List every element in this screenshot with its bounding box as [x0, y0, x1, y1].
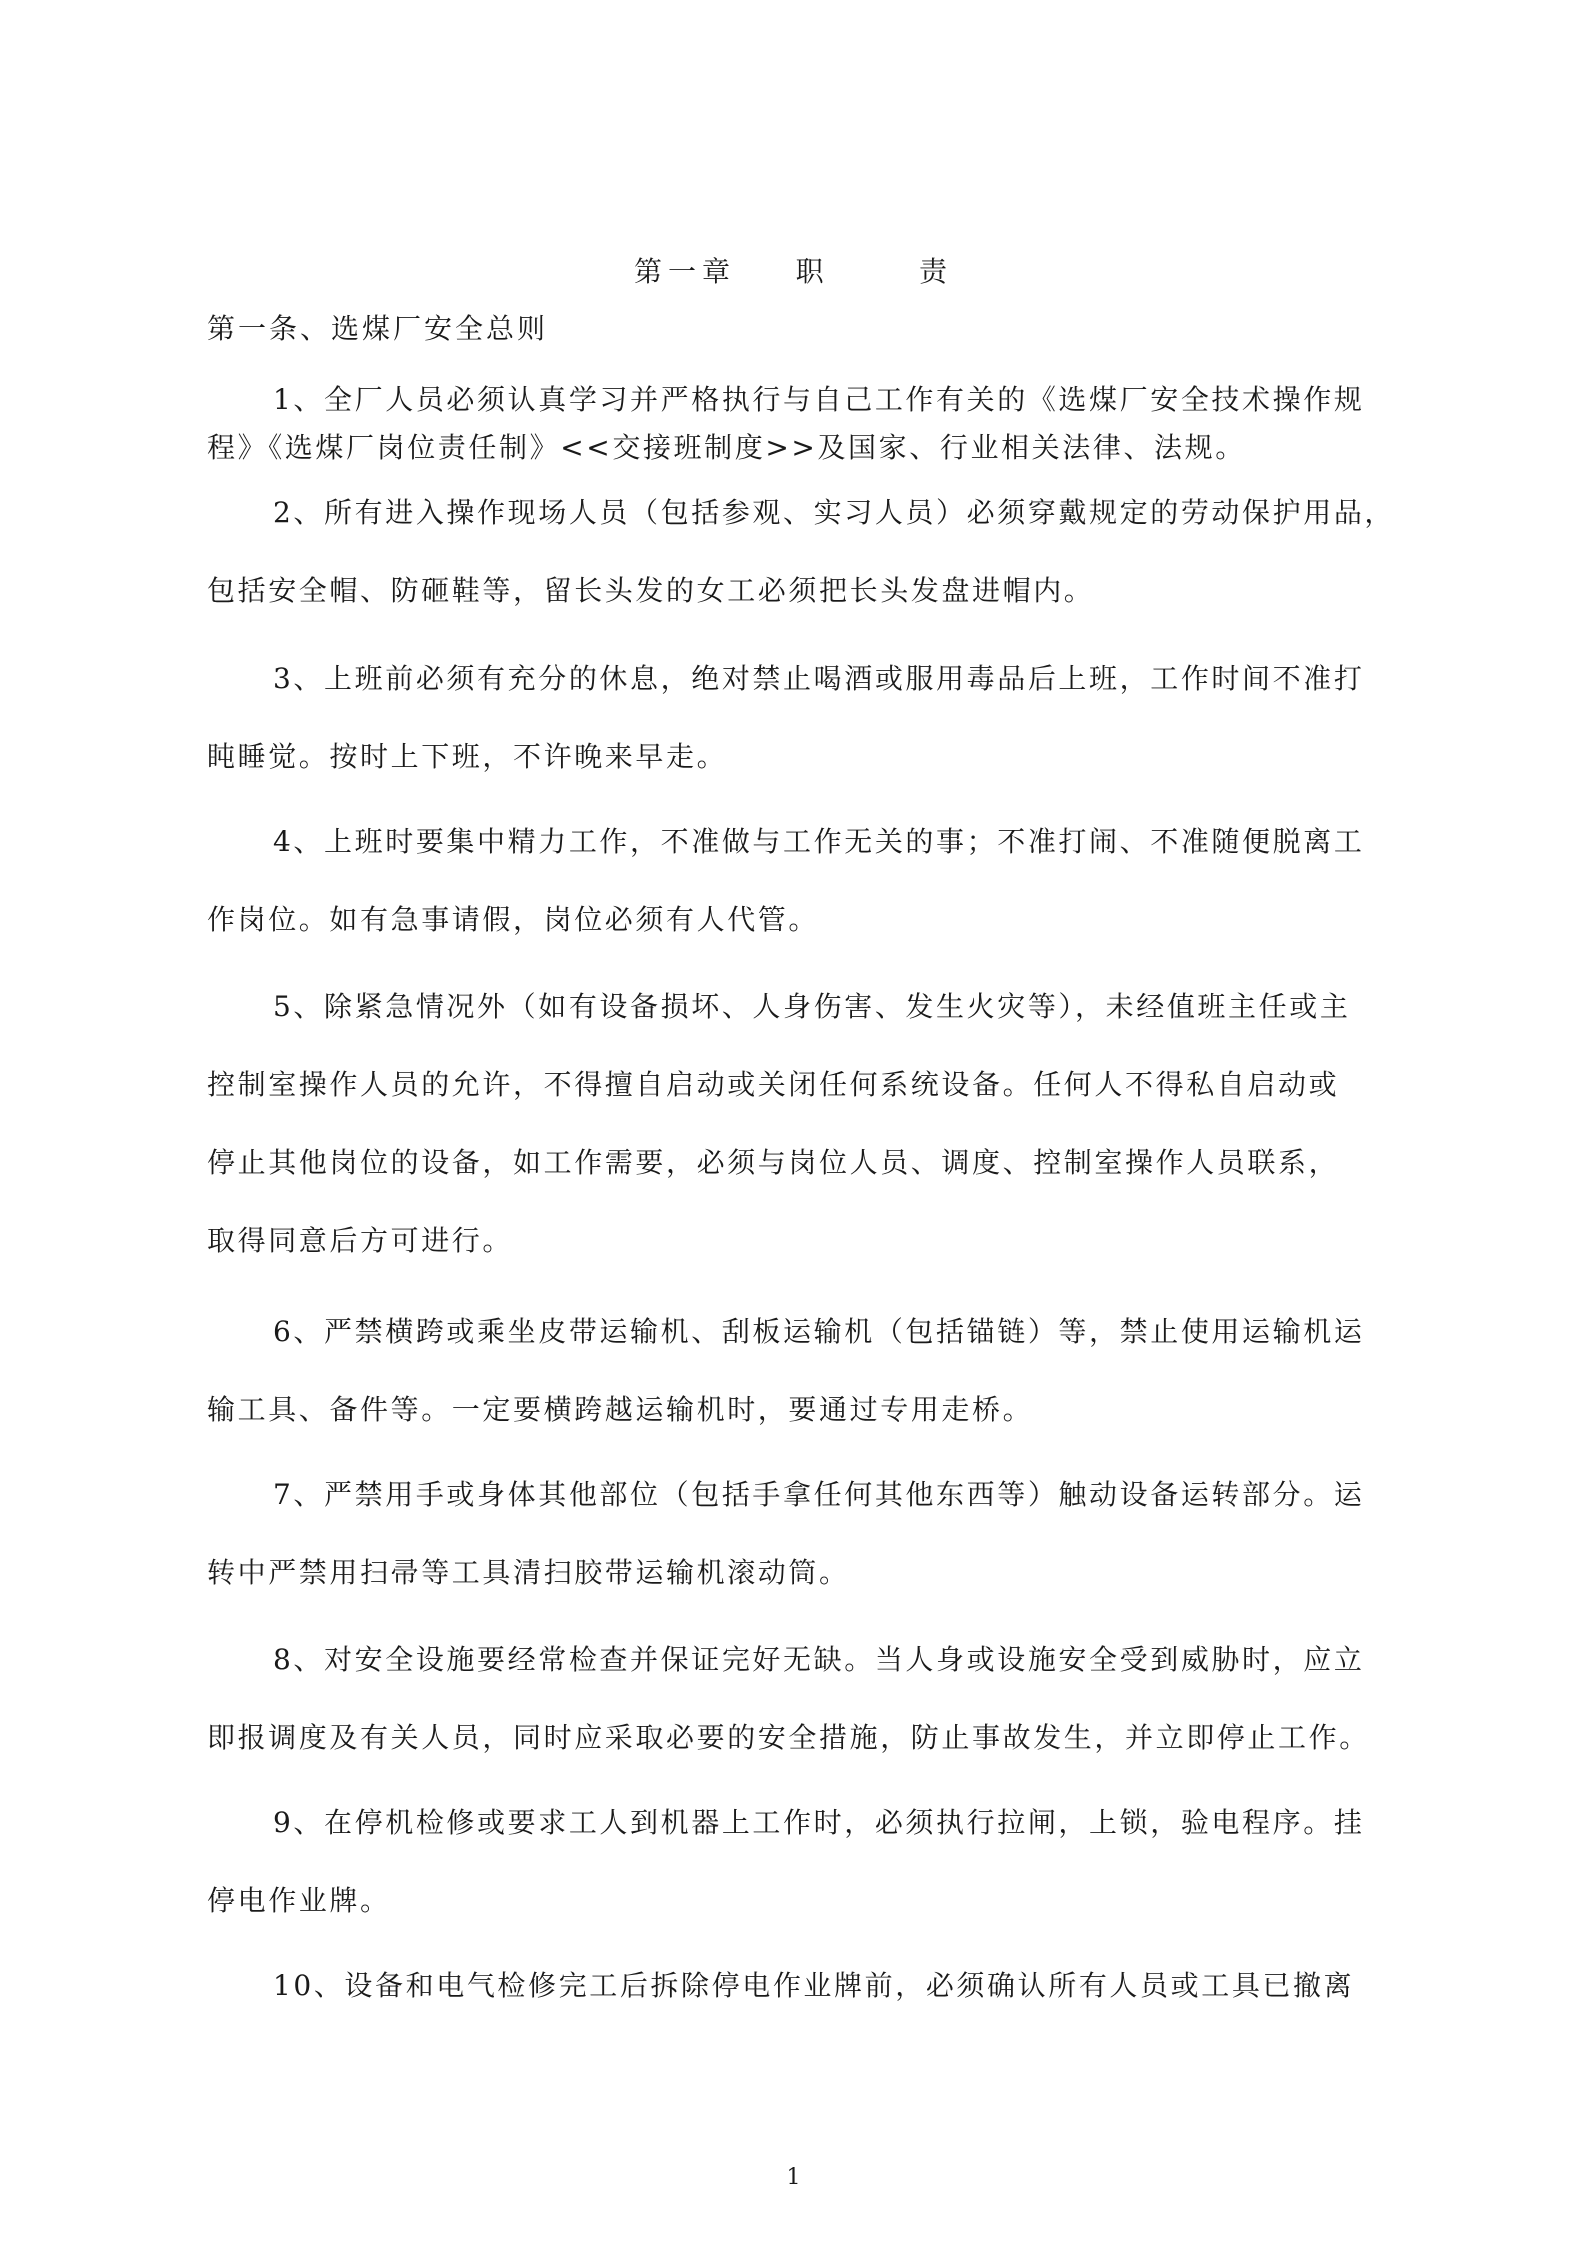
paragraph-line: 程》《选煤厂岗位责任制》<<交接班制度>>及国家、行业相关法律、法规。	[207, 431, 1246, 464]
paragraph-line: 停止其他岗位的设备，如工作需要，必须与岗位人员、调度、控制室操作人员联系，	[207, 1146, 1340, 1179]
paragraph-7	[207, 1471, 1387, 1597]
paragraph-line: 作岗位。如有急事请假，岗位必须有人代管。	[207, 903, 820, 936]
paragraph-10	[207, 1962, 1387, 2010]
paragraph-line: 2、所有进入操作现场人员（包括参观、实习人员）必须穿戴规定的劳动保护用品，	[273, 496, 1396, 529]
paragraph-line: 9、在停机检修或要求工人到机器上工作时，必须执行拉闸，上锁，验电程序。挂	[273, 1806, 1365, 1839]
paragraph-line: 10、设备和电气检修完工后拆除停电作业牌前，必须确认所有人员或工具已撤离	[273, 1969, 1355, 2002]
paragraph-line: 7、严禁用手或身体其他部位（包括手拿任何其他东西等）触动设备运转部分。运	[273, 1478, 1365, 1511]
paragraph-line: 盹睡觉。按时上下班，不许晚来早走。	[207, 740, 728, 773]
paragraph-5	[207, 983, 1387, 1265]
article-title: 第一条、选煤厂安全总则	[207, 312, 549, 345]
paragraph-line: 4、上班时要集中精力工作，不准做与工作无关的事；不准打闹、不准随便脱离工	[273, 825, 1365, 858]
paragraph-2	[207, 489, 1396, 615]
paragraph-line: 5、除紧急情况外（如有设备损坏、人身伤害、发生火灾等），未经值班主任或主	[273, 990, 1351, 1023]
paragraph-4	[207, 818, 1387, 944]
paragraph-9	[207, 1799, 1387, 1925]
paragraph-3	[207, 655, 1387, 781]
paragraph-8	[207, 1636, 1387, 1762]
paragraph-line: 停电作业牌。	[207, 1884, 391, 1917]
paragraph-line: 1、全厂人员必须认真学习并严格执行与自己工作有关的《选煤厂安全技术操作规	[273, 383, 1365, 416]
paragraph-line: 3、上班前必须有充分的休息，绝对禁止喝酒或服用毒品后上班，工作时间不准打	[273, 662, 1365, 695]
chapter-title: 第一章 职 责	[633, 255, 953, 288]
page-number: 1	[786, 2165, 801, 2190]
paragraph-line: 8、对安全设施要经常检查并保证完好无缺。当人身或设施安全受到威胁时，应立	[273, 1643, 1365, 1676]
paragraph-line: 即报调度及有关人员，同时应采取必要的安全措施，防止事故发生，并立即停止工作。	[207, 1721, 1370, 1754]
paragraph-line: 转中严禁用扫帚等工具清扫胶带运输机滚动筒。	[207, 1556, 850, 1589]
paragraph-1	[207, 376, 1387, 472]
paragraph-line: 6、严禁横跨或乘坐皮带运输机、刮板运输机（包括锚链）等，禁止使用运输机运	[273, 1315, 1365, 1348]
paragraph-line: 控制室操作人员的允许，不得擅自启动或关闭任何系统设备。任何人不得私自启动或	[207, 1068, 1340, 1101]
paragraph-6	[207, 1308, 1387, 1434]
paragraph-line: 输工具、备件等。一定要横跨越运输机时，要通过专用走桥。	[207, 1393, 1034, 1426]
paragraph-line: 包括安全帽、防砸鞋等，留长头发的女工必须把长头发盘进帽内。	[207, 574, 1095, 607]
paragraph-line: 取得同意后方可进行。	[207, 1224, 514, 1257]
